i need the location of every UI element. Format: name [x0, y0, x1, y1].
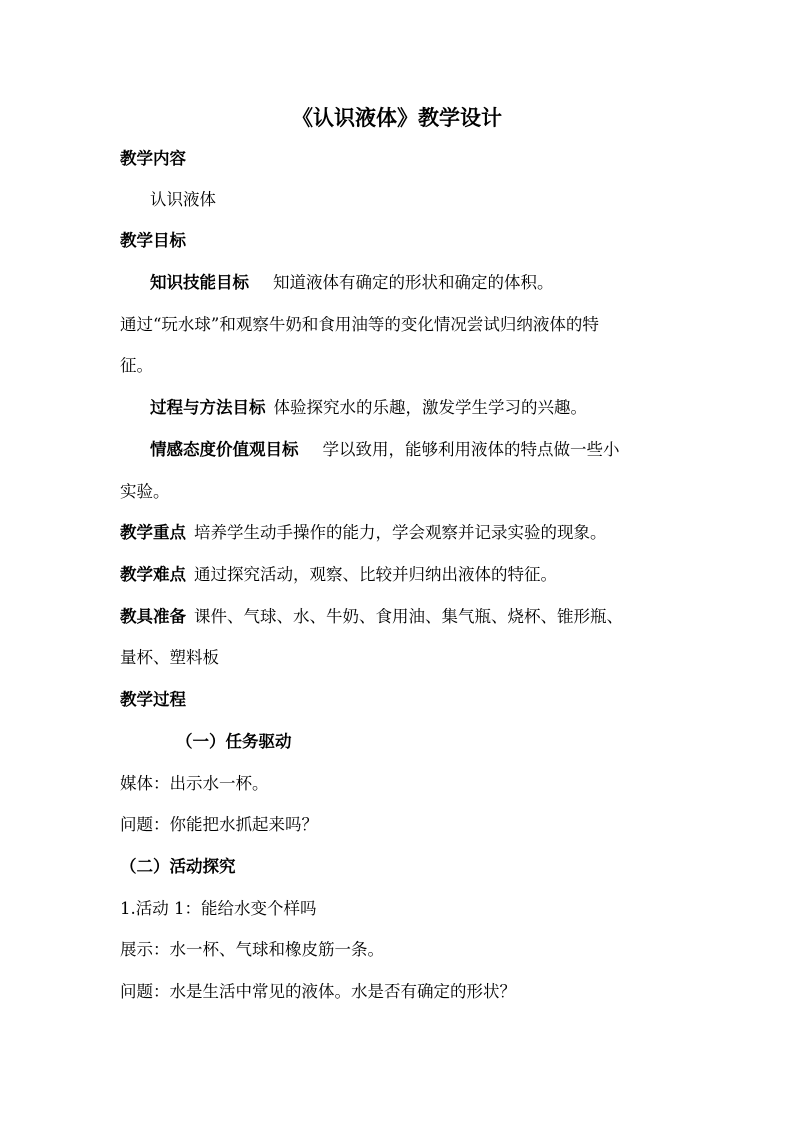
part1-heading: （一）任务驱动	[176, 732, 292, 751]
materials-label: 教具准备	[120, 607, 186, 626]
difficulty-line	[120, 564, 557, 586]
emotion-goal-line	[150, 439, 620, 461]
part1-media: 媒体：出示水一杯。	[120, 774, 269, 793]
knowledge-goal-line	[150, 272, 554, 294]
part1-question: 问题：你能把水抓起来吗？	[120, 815, 318, 834]
key-point-line	[120, 522, 607, 544]
knowledge-goal-continuation-1: 通过“玩水球”和观察牛奶和食用油等的变化情况尝试归纳液体的特	[120, 315, 599, 334]
difficulty-label: 教学难点	[120, 565, 186, 584]
key-point-text: 培养学生动手操作的能力，学会观察并记录实验的现象。	[194, 523, 607, 542]
difficulty-text: 通过探究活动，观察、比较并归纳出液体的特征。	[194, 565, 557, 584]
knowledge-goal-text: 知道液体有确定的形状和确定的体积。	[273, 273, 554, 292]
activity1-question: 问题：水是生活中常见的液体。水是否有确定的形状？	[120, 982, 516, 1001]
materials-line	[120, 606, 623, 628]
part2-heading: （二）活动探究	[120, 857, 236, 876]
knowledge-goal-label: 知识技能目标	[150, 273, 249, 292]
process-goal-label: 过程与方法目标	[150, 398, 266, 417]
procedure-heading: 教学过程	[120, 690, 186, 709]
activity1-show: 展示：水一杯、气球和橡皮筋一条。	[120, 940, 384, 959]
teaching-content-heading: 教学内容	[120, 149, 186, 168]
emotion-goal-label: 情感态度价值观目标	[150, 440, 299, 459]
teaching-content-text: 认识液体	[150, 190, 216, 209]
document-title: 《认识液体》教学设计	[292, 105, 502, 130]
materials-text: 课件、气球、水、牛奶、食用油、集气瓶、烧杯、锥形瓶、	[194, 607, 623, 626]
teaching-goals-heading: 教学目标	[120, 231, 186, 250]
key-point-label: 教学重点	[120, 523, 186, 542]
activity1-title: 1.活动 1：能给水变个样吗	[120, 899, 317, 918]
process-goal-text: 体验探究水的乐趣，激发学生学习的兴趣。	[273, 398, 587, 417]
emotion-goal-text: 学以致用，能够利用液体的特点做一些小	[322, 440, 620, 459]
materials-continuation: 量杯、塑料板	[120, 648, 219, 667]
emotion-goal-continuation: 实验。	[120, 482, 170, 501]
knowledge-goal-continuation-2: 征。	[120, 356, 153, 375]
process-goal-line	[150, 397, 587, 419]
